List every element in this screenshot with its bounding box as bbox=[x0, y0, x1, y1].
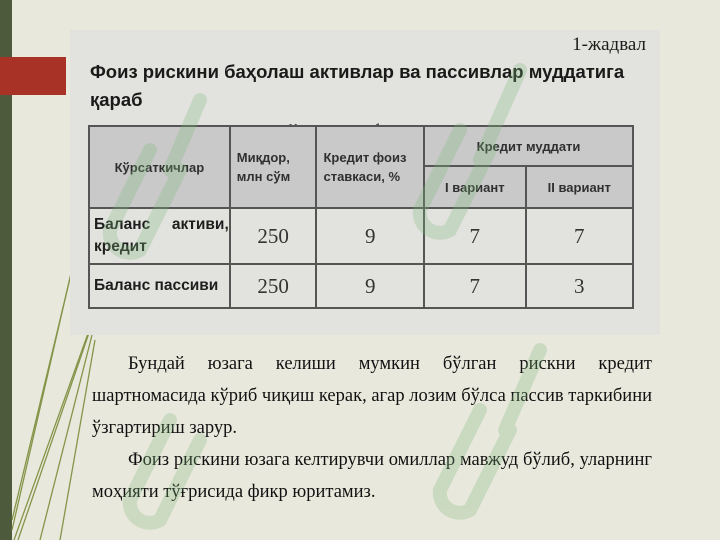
cell-variant-1: 7 bbox=[424, 264, 525, 308]
data-table bbox=[88, 125, 634, 309]
cell-variant-2: 3 bbox=[526, 264, 633, 308]
cell-rate: 9 bbox=[316, 264, 424, 308]
cell-amount: 250 bbox=[230, 264, 317, 308]
paragraph: Фоиз рискини юзага келтирувчи омиллар мавжуд бўлиб, уларнинг моҳияти тўғрисида фикр юритамиз. bbox=[92, 450, 652, 502]
header-indicators: Кўрсаткичлар bbox=[89, 126, 230, 208]
paragraph: Бундай юзага келиши мумкин бўлган рискни кредит шартномасида кўриб чиқиш керак, агар лозим бўлса пассив таркибини ўзгартириш зарур. bbox=[92, 354, 652, 438]
header-rate: Кредит фоиз ставкаси, % bbox=[316, 126, 424, 208]
header-variant-1: I вариант bbox=[424, 166, 525, 208]
table-row bbox=[89, 264, 633, 308]
table-number: 1-жадвал bbox=[572, 34, 646, 55]
header-term: Кредит муддати bbox=[424, 126, 633, 166]
cell-variant-1: 7 bbox=[424, 208, 525, 264]
table-row bbox=[89, 208, 633, 264]
cell-rate: 9 bbox=[316, 208, 424, 264]
table-scan-image bbox=[70, 30, 660, 335]
header-variant-2: II вариант bbox=[526, 166, 633, 208]
cell-amount: 250 bbox=[230, 208, 317, 264]
cell-variant-2: 7 bbox=[526, 208, 633, 264]
accent-bar bbox=[0, 57, 66, 95]
row-label: Баланс пассиви bbox=[89, 264, 230, 308]
header-amount: Миқдор, млн сўм bbox=[230, 126, 317, 208]
row-label: Баланс активи, кредит bbox=[89, 208, 230, 264]
body-text bbox=[92, 348, 652, 508]
table-title: Фоиз рискини баҳолаш активлар ва пассивлар муддатига қараб bbox=[90, 58, 650, 146]
